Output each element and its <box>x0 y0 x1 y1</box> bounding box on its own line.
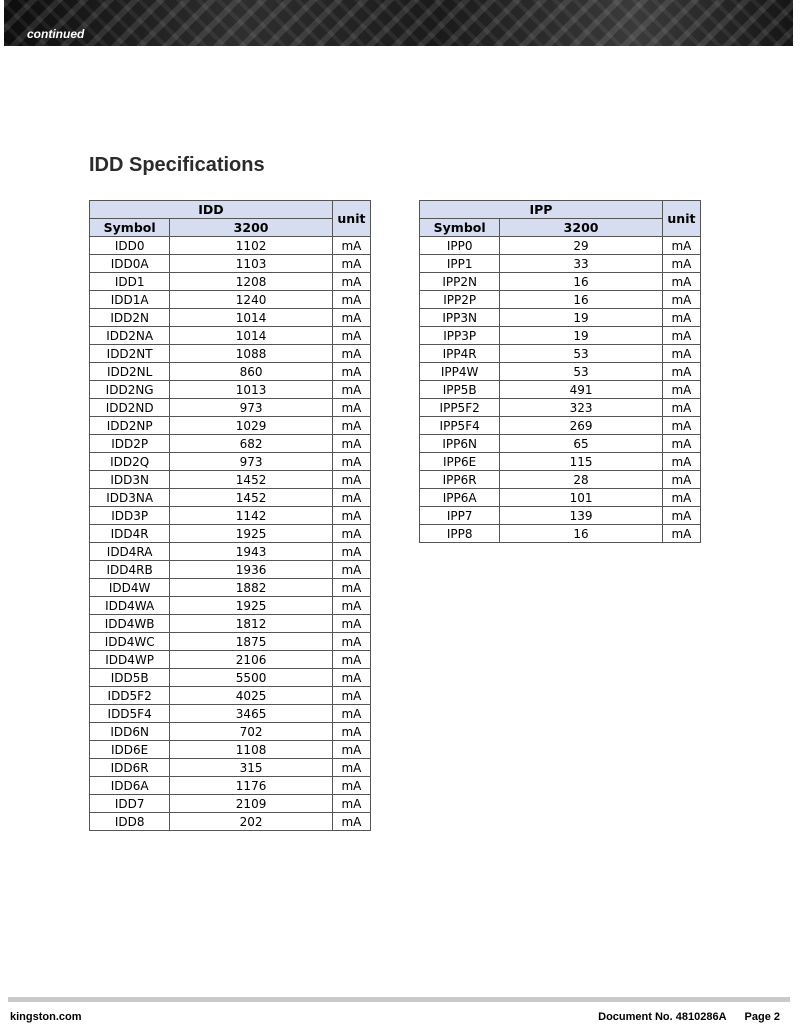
table-row <box>420 417 701 435</box>
cell-unit: mA <box>332 633 370 651</box>
cell-value: 65 <box>500 435 663 453</box>
cell-value: 973 <box>170 453 333 471</box>
cell-value: 2109 <box>170 795 333 813</box>
cell-symbol: IDD2ND <box>90 399 170 417</box>
cell-unit: mA <box>332 309 370 327</box>
cell-unit: mA <box>332 777 370 795</box>
cell-symbol: IDD5B <box>90 669 170 687</box>
cell-value: 860 <box>170 363 333 381</box>
cell-value: 1925 <box>170 597 333 615</box>
cell-symbol: IDD2NL <box>90 363 170 381</box>
table-row <box>420 255 701 273</box>
cell-unit: mA <box>332 273 370 291</box>
cell-symbol: IDD6E <box>90 741 170 759</box>
cell-value: 682 <box>170 435 333 453</box>
cell-symbol: IPP2P <box>420 291 500 309</box>
cell-value: 1925 <box>170 525 333 543</box>
table-row <box>420 381 701 399</box>
cell-value: 16 <box>500 291 663 309</box>
cell-unit: mA <box>332 795 370 813</box>
cell-value: 1176 <box>170 777 333 795</box>
cell-symbol: IDD6N <box>90 723 170 741</box>
cell-value: 315 <box>170 759 333 777</box>
cell-unit: mA <box>662 489 700 507</box>
table-row <box>90 327 371 345</box>
table-row <box>420 489 701 507</box>
idd-table <box>89 200 371 831</box>
cell-unit: mA <box>662 291 700 309</box>
cell-value: 1029 <box>170 417 333 435</box>
cell-unit: mA <box>332 759 370 777</box>
ipp-table <box>419 200 701 543</box>
table-row <box>90 795 371 813</box>
cell-symbol: IDD4RB <box>90 561 170 579</box>
table-row <box>90 309 371 327</box>
ipp-unit-header: unit <box>662 201 700 237</box>
cell-symbol: IPP5F2 <box>420 399 500 417</box>
table-row <box>90 633 371 651</box>
cell-value: 1208 <box>170 273 333 291</box>
cell-symbol: IDD2NT <box>90 345 170 363</box>
cell-symbol: IDD0A <box>90 255 170 273</box>
cell-symbol: IDD3P <box>90 507 170 525</box>
cell-unit: mA <box>662 363 700 381</box>
cell-symbol: IDD4W <box>90 579 170 597</box>
table-row <box>420 291 701 309</box>
table-row <box>420 273 701 291</box>
cell-unit: mA <box>332 615 370 633</box>
table-row <box>90 237 371 255</box>
cell-symbol: IDD3NA <box>90 489 170 507</box>
cell-symbol: IPP5F4 <box>420 417 500 435</box>
cell-unit: mA <box>332 723 370 741</box>
cell-unit: mA <box>332 741 370 759</box>
footer-divider <box>8 997 790 1002</box>
cell-value: 323 <box>500 399 663 417</box>
cell-value: 53 <box>500 363 663 381</box>
cell-unit: mA <box>662 435 700 453</box>
cell-value: 1943 <box>170 543 333 561</box>
table-row <box>90 561 371 579</box>
cell-value: 202 <box>170 813 333 831</box>
table-row <box>420 309 701 327</box>
cell-unit: mA <box>662 327 700 345</box>
cell-value: 19 <box>500 327 663 345</box>
table-row <box>90 363 371 381</box>
table-row <box>90 345 371 363</box>
cell-symbol: IPP4R <box>420 345 500 363</box>
idd-group-header: IDD <box>90 201 333 219</box>
cell-unit: mA <box>662 525 700 543</box>
cell-symbol: IPP6R <box>420 471 500 489</box>
table-row <box>90 417 371 435</box>
table-row <box>420 345 701 363</box>
cell-symbol: IDD2P <box>90 435 170 453</box>
cell-symbol: IPP8 <box>420 525 500 543</box>
cell-value: 2106 <box>170 651 333 669</box>
cell-value: 53 <box>500 345 663 363</box>
cell-symbol: IDD5F4 <box>90 705 170 723</box>
cell-value: 1102 <box>170 237 333 255</box>
cell-unit: mA <box>332 417 370 435</box>
cell-value: 1240 <box>170 291 333 309</box>
cell-value: 29 <box>500 237 663 255</box>
table-row <box>90 471 371 489</box>
cell-symbol: IPP6E <box>420 453 500 471</box>
ipp-speed-header: 3200 <box>500 219 663 237</box>
idd-symbol-header: Symbol <box>90 219 170 237</box>
table-row <box>90 777 371 795</box>
cell-unit: mA <box>332 525 370 543</box>
idd-table-body <box>90 237 371 831</box>
cell-value: 1875 <box>170 633 333 651</box>
page-number: Page 2 <box>744 1011 780 1023</box>
table-row <box>90 705 371 723</box>
cell-symbol: IPP6A <box>420 489 500 507</box>
cell-unit: mA <box>332 237 370 255</box>
cell-symbol: IDD4R <box>90 525 170 543</box>
cell-symbol: IDD2NP <box>90 417 170 435</box>
cell-value: 1936 <box>170 561 333 579</box>
table-row <box>420 435 701 453</box>
cell-value: 139 <box>500 507 663 525</box>
cell-symbol: IDD2NG <box>90 381 170 399</box>
table-row <box>420 507 701 525</box>
cell-value: 1452 <box>170 489 333 507</box>
cell-symbol: IPP3P <box>420 327 500 345</box>
cell-symbol: IDD2Q <box>90 453 170 471</box>
cell-value: 1882 <box>170 579 333 597</box>
cell-unit: mA <box>332 399 370 417</box>
table-row <box>420 363 701 381</box>
table-row <box>90 813 371 831</box>
cell-value: 1088 <box>170 345 333 363</box>
cell-unit: mA <box>662 471 700 489</box>
cell-symbol: IDD1A <box>90 291 170 309</box>
idd-unit-header: unit <box>332 201 370 237</box>
cell-symbol: IPP7 <box>420 507 500 525</box>
cell-symbol: IDD1 <box>90 273 170 291</box>
ipp-symbol-header: Symbol <box>420 219 500 237</box>
table-row <box>90 489 371 507</box>
table-row <box>90 579 371 597</box>
table-row <box>90 687 371 705</box>
cell-value: 16 <box>500 273 663 291</box>
table-row <box>420 327 701 345</box>
cell-value: 28 <box>500 471 663 489</box>
table-row <box>90 759 371 777</box>
cell-value: 1013 <box>170 381 333 399</box>
cell-unit: mA <box>662 237 700 255</box>
cell-value: 101 <box>500 489 663 507</box>
table-row <box>420 471 701 489</box>
cell-unit: mA <box>332 507 370 525</box>
cell-unit: mA <box>662 507 700 525</box>
table-row <box>420 525 701 543</box>
cell-unit: mA <box>332 669 370 687</box>
cell-value: 1812 <box>170 615 333 633</box>
cell-symbol: IPP5B <box>420 381 500 399</box>
table-row <box>90 525 371 543</box>
cell-value: 3465 <box>170 705 333 723</box>
cell-unit: mA <box>332 813 370 831</box>
cell-unit: mA <box>332 687 370 705</box>
cell-value: 1142 <box>170 507 333 525</box>
footer-site: kingston.com <box>10 1011 82 1023</box>
footer-info <box>598 1011 780 1023</box>
table-row <box>90 399 371 417</box>
table-row <box>90 435 371 453</box>
cell-symbol: IDD2NA <box>90 327 170 345</box>
cell-value: 491 <box>500 381 663 399</box>
cell-unit: mA <box>332 579 370 597</box>
cell-value: 16 <box>500 525 663 543</box>
table-row <box>90 543 371 561</box>
table-row <box>90 453 371 471</box>
table-row <box>90 723 371 741</box>
cell-symbol: IDD5F2 <box>90 687 170 705</box>
idd-speed-header: 3200 <box>170 219 333 237</box>
cell-symbol: IDD4RA <box>90 543 170 561</box>
cell-symbol: IDD6A <box>90 777 170 795</box>
cell-symbol: IDD0 <box>90 237 170 255</box>
cell-symbol: IDD2N <box>90 309 170 327</box>
cell-unit: mA <box>662 345 700 363</box>
cell-value: 1103 <box>170 255 333 273</box>
header-banner <box>4 0 793 46</box>
cell-symbol: IPP2N <box>420 273 500 291</box>
cell-unit: mA <box>332 705 370 723</box>
cell-value: 33 <box>500 255 663 273</box>
cell-symbol: IDD4WP <box>90 651 170 669</box>
table-row <box>90 507 371 525</box>
cell-unit: mA <box>662 273 700 291</box>
table-row <box>90 255 371 273</box>
ipp-group-header: IPP <box>420 201 663 219</box>
cell-symbol: IDD4WB <box>90 615 170 633</box>
table-row <box>90 741 371 759</box>
cell-symbol: IDD3N <box>90 471 170 489</box>
cell-unit: mA <box>332 543 370 561</box>
cell-symbol: IDD8 <box>90 813 170 831</box>
cell-value: 1014 <box>170 309 333 327</box>
cell-unit: mA <box>332 255 370 273</box>
table-row <box>420 453 701 471</box>
table-row <box>420 399 701 417</box>
cell-unit: mA <box>662 255 700 273</box>
cell-unit: mA <box>332 363 370 381</box>
cell-symbol: IDD7 <box>90 795 170 813</box>
table-row <box>90 597 371 615</box>
cell-symbol: IPP6N <box>420 435 500 453</box>
cell-value: 115 <box>500 453 663 471</box>
cell-value: 1452 <box>170 471 333 489</box>
cell-unit: mA <box>332 597 370 615</box>
cell-value: 973 <box>170 399 333 417</box>
cell-value: 1014 <box>170 327 333 345</box>
banner-text: continued <box>27 27 85 41</box>
cell-unit: mA <box>332 345 370 363</box>
cell-symbol: IPP3N <box>420 309 500 327</box>
table-row <box>420 237 701 255</box>
table-row <box>90 291 371 309</box>
table-row <box>90 273 371 291</box>
cell-unit: mA <box>662 381 700 399</box>
cell-unit: mA <box>332 381 370 399</box>
page-title: IDD Specifications <box>89 154 265 176</box>
cell-unit: mA <box>662 399 700 417</box>
table-row <box>90 615 371 633</box>
table-row <box>90 651 371 669</box>
cell-unit: mA <box>332 471 370 489</box>
cell-symbol: IDD6R <box>90 759 170 777</box>
cell-symbol: IDD4WA <box>90 597 170 615</box>
table-row <box>90 669 371 687</box>
cell-unit: mA <box>332 453 370 471</box>
cell-unit: mA <box>332 435 370 453</box>
cell-symbol: IDD4WC <box>90 633 170 651</box>
cell-unit: mA <box>332 561 370 579</box>
cell-symbol: IPP0 <box>420 237 500 255</box>
cell-unit: mA <box>662 453 700 471</box>
cell-value: 269 <box>500 417 663 435</box>
cell-symbol: IPP1 <box>420 255 500 273</box>
cell-unit: mA <box>662 309 700 327</box>
cell-value: 4025 <box>170 687 333 705</box>
cell-unit: mA <box>332 327 370 345</box>
cell-unit: mA <box>332 489 370 507</box>
table-row <box>90 381 371 399</box>
document-number: Document No. 4810286A <box>598 1011 727 1023</box>
cell-symbol: IPP4W <box>420 363 500 381</box>
cell-unit: mA <box>332 291 370 309</box>
cell-value: 5500 <box>170 669 333 687</box>
cell-value: 702 <box>170 723 333 741</box>
ipp-table-body <box>420 237 701 543</box>
cell-value: 1108 <box>170 741 333 759</box>
cell-unit: mA <box>662 417 700 435</box>
cell-value: 19 <box>500 309 663 327</box>
cell-unit: mA <box>332 651 370 669</box>
